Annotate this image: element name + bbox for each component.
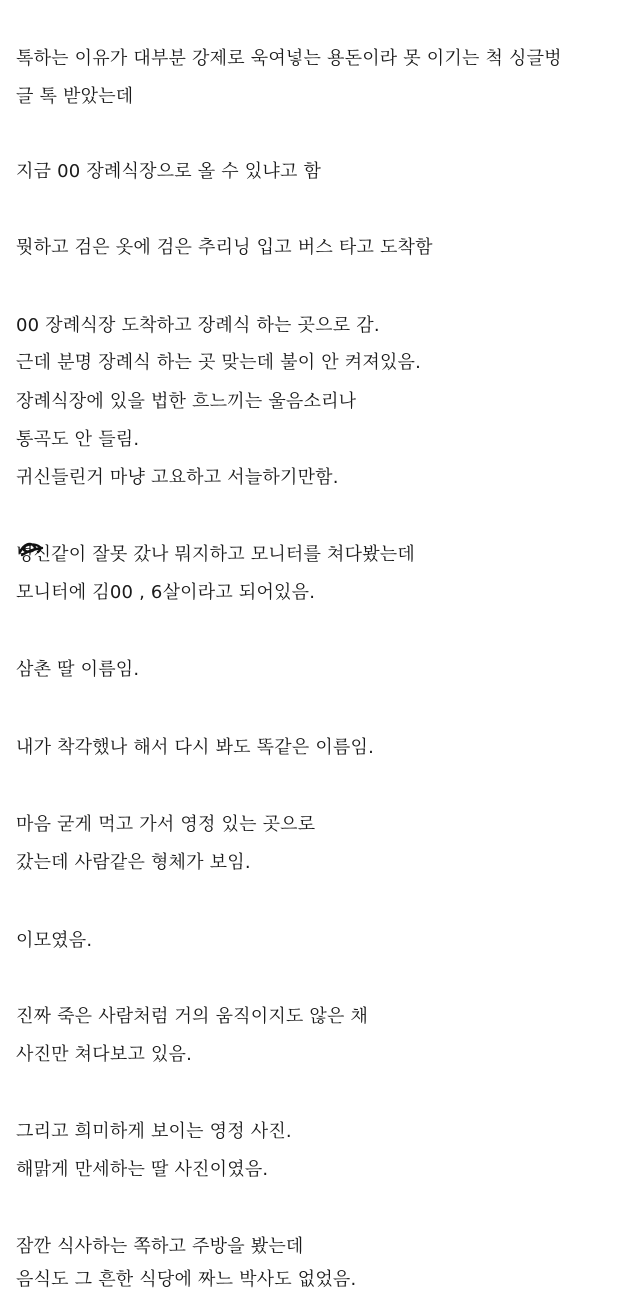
story-line: 뭣하고 검은 옷에 검은 추리닝 입고 버스 타고 도착함: [16, 237, 433, 258]
story-line: 진짜 죽은 사람처럼 거의 움직이지도 않은 채: [16, 1006, 369, 1027]
story-line: 모니터에 김00 , 6살이라고 되어있음.: [16, 582, 316, 603]
story-line: 글 톡 받았는데: [16, 86, 134, 107]
story-line: 병신같이 잘못 갔나 뭐지하고 모니터를 쳐다봤는데: [16, 544, 415, 565]
story-line: 음식도 그 흔한 식당에 짜느 박사도 없었음.: [16, 1269, 357, 1290]
story-line: 내가 착각했나 해서 다시 봐도 똑같은 이름임.: [16, 737, 375, 758]
story-line: 마음 굳게 먹고 가서 영정 있는 곳으로: [16, 814, 316, 835]
story-line: 해맑게 만세하는 딸 사진이였음.: [16, 1159, 269, 1180]
story-line: 갔는데 사람같은 형체가 보임.: [16, 852, 251, 873]
story-line: 그리고 희미하게 보이는 영정 사진.: [16, 1121, 292, 1142]
story-line: 귀신들린거 마냥 고요하고 서늘하기만함.: [16, 467, 339, 488]
story-line: 근데 분명 장례식 하는 곳 맞는데 불이 안 켜져있음.: [16, 352, 422, 373]
story-line: 00 장례식장 도착하고 장례식 하는 곳으로 감.: [16, 315, 380, 336]
story-line: 지금 00 장례식장으로 올 수 있냐고 함: [16, 161, 322, 182]
story-line: 톡하는 이유가 대부분 강제로 욱여넣는 용돈이라 못 이기는 척 싱글벙: [16, 48, 562, 69]
story-line: 통곡도 안 들림.: [16, 429, 140, 450]
story-line: 삼촌 딸 이름임.: [16, 659, 140, 680]
censor-scribble: [18, 540, 44, 558]
story-line: 이모였음.: [16, 930, 93, 951]
story-line: 사진만 쳐다보고 있음.: [16, 1044, 193, 1065]
story-line: 잠깐 식사하는 쪽하고 주방을 봤는데: [16, 1236, 304, 1257]
story-line: 장례식장에 있을 법한 흐느끼는 울음소리나: [16, 391, 357, 412]
